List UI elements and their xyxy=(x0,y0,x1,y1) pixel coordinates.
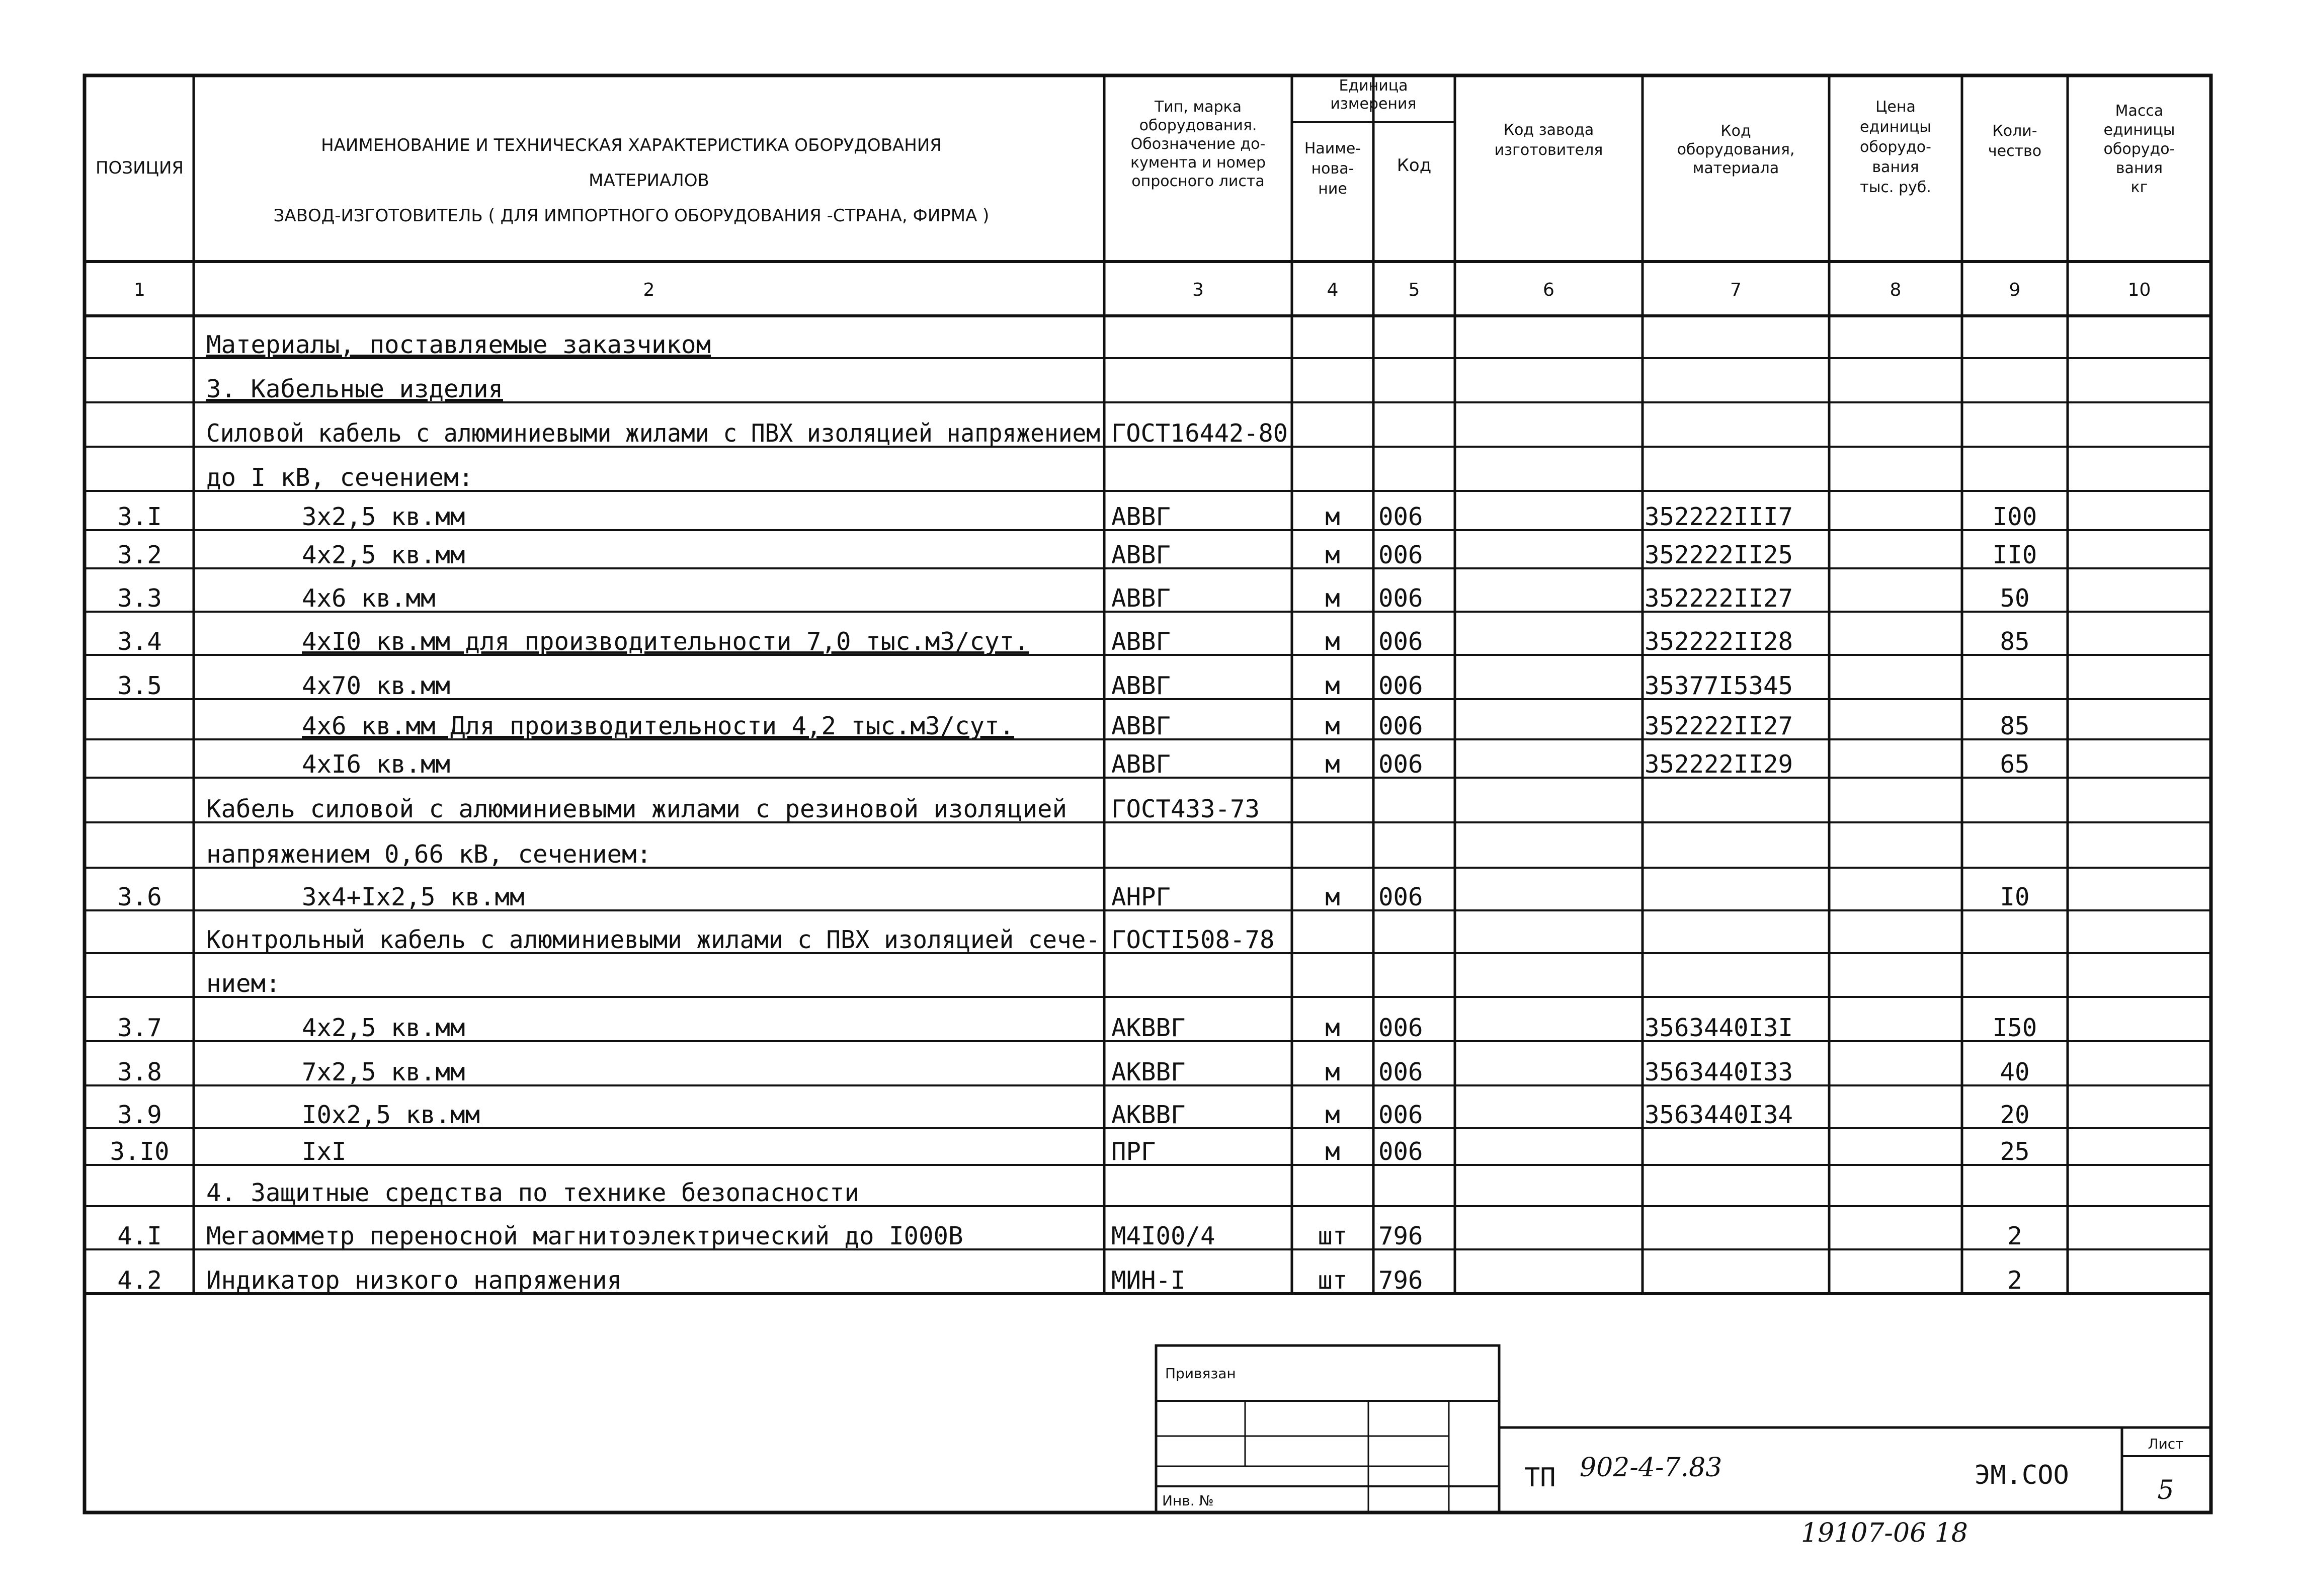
unit-cell: м xyxy=(1325,712,1340,740)
binding-label: Привязан xyxy=(1165,1365,1236,1382)
quantity-cell: 85 xyxy=(2000,712,2030,740)
unit-name-header-line: ние xyxy=(1318,180,1347,198)
tp-label: ТП xyxy=(1524,1463,1556,1493)
type-cell: АКВВГ xyxy=(1111,1058,1186,1086)
type-cell: АВВГ xyxy=(1111,627,1171,656)
position-cell: 3.5 xyxy=(117,671,162,700)
position-cell: 3.3 xyxy=(117,584,162,613)
type-cell: АВВГ xyxy=(1111,750,1171,779)
unit-cell: м xyxy=(1325,1014,1340,1042)
qty-header-line: Коли- xyxy=(1992,122,2037,140)
type-cell: АВВГ xyxy=(1111,502,1171,531)
unit-code-cell: 006 xyxy=(1378,584,1423,613)
column-number: 1 xyxy=(134,280,145,300)
type-header-line: опросного листа xyxy=(1131,173,1265,190)
document-number: 902-4-7.83 xyxy=(1580,1453,1722,1483)
unit-name-header-line: нова- xyxy=(1311,160,1354,178)
quantity-cell: 20 xyxy=(2000,1101,2030,1129)
column-number: 10 xyxy=(2127,280,2151,300)
column-number: 3 xyxy=(1192,280,1204,300)
quantity-cell: 50 xyxy=(2000,584,2030,613)
mass-header-line: кг xyxy=(2130,179,2148,196)
name-cell: Контрольный кабель с алюминиевыми жилами с ПВХ изоляцией сече- xyxy=(206,926,1100,954)
table-row xyxy=(117,671,1793,700)
unit-code-cell: 006 xyxy=(1378,671,1423,700)
column-number: 9 xyxy=(2009,280,2021,300)
table-row xyxy=(206,375,503,403)
unit-code-cell: 006 xyxy=(1378,541,1423,569)
table-row xyxy=(117,1266,2022,1295)
column-number-row xyxy=(134,280,2151,300)
table-row xyxy=(206,969,281,998)
unit-code-cell: 006 xyxy=(1378,750,1423,779)
name-header-line: ЗАВОД-ИЗГОТОВИТЕЛЬ ( ДЛЯ ИМПОРТНОГО ОБОРУДОВАНИЯ -СТРАНА, ФИРМА ) xyxy=(273,206,990,226)
table-row xyxy=(117,1101,2029,1129)
maker-header-line: Код завода xyxy=(1503,121,1594,139)
price-header-line: тыс. руб. xyxy=(1860,179,1931,196)
mass-header-line: оборудо- xyxy=(2103,140,2175,158)
name-cell: 4х70 кв.мм xyxy=(302,671,451,700)
table-row xyxy=(117,1222,2022,1250)
type-cell: М4I00/4 xyxy=(1111,1222,1215,1250)
unit-cell: м xyxy=(1325,750,1340,779)
column-number: 2 xyxy=(643,280,655,300)
material-code-cell: 3563440I34 xyxy=(1645,1101,1793,1129)
table-row xyxy=(117,627,2029,656)
unit-code-cell: 006 xyxy=(1378,1101,1423,1129)
sheet-number: 5 xyxy=(2157,1475,2174,1505)
table-header xyxy=(96,77,2175,226)
material-code-cell: 352222II25 xyxy=(1645,541,1793,569)
price-header-line: Цена xyxy=(1875,98,1916,116)
table-row xyxy=(117,1058,2029,1086)
unit-code-cell: 796 xyxy=(1378,1266,1423,1295)
material-code-cell: 3563440I33 xyxy=(1645,1058,1793,1086)
unit-code-cell: 006 xyxy=(1378,1137,1423,1166)
title-block xyxy=(1156,1346,2211,1548)
inventory-label: Инв. № xyxy=(1162,1492,1214,1509)
table-row xyxy=(206,330,711,359)
unit-cell: м xyxy=(1325,1058,1340,1086)
mass-header-line: вания xyxy=(2115,159,2163,177)
quantity-cell: I00 xyxy=(1992,502,2037,531)
name-cell: 4. Защитные средства по технике безопасности xyxy=(206,1179,860,1207)
type-header-line: Тип, марка xyxy=(1154,98,1242,116)
unit-name-header-line: Наиме- xyxy=(1304,140,1361,157)
pos-header: ПОЗИЦИЯ xyxy=(95,158,184,178)
maker-header-line: изготовителя xyxy=(1494,141,1603,159)
name-cell: нием: xyxy=(206,969,281,998)
name-cell: IхI xyxy=(302,1137,347,1166)
position-cell: 3.8 xyxy=(117,1058,162,1086)
position-cell: 3.2 xyxy=(117,541,162,569)
document-code: ЭМ.СОО xyxy=(1975,1460,2069,1490)
price-header-line: единицы xyxy=(1860,118,1931,136)
unit-cell: м xyxy=(1325,541,1340,569)
unit-cell: м xyxy=(1325,502,1340,531)
material-code-cell: 352222II28 xyxy=(1645,627,1793,656)
table-row xyxy=(206,463,473,492)
name-cell: 4х6 кв.мм Для производительности 4,2 тыс.м3/сут. xyxy=(302,712,1015,740)
table-row xyxy=(302,750,2030,779)
material-code-cell: 352222II27 xyxy=(1645,584,1793,613)
table-row xyxy=(110,1137,2029,1166)
type-cell: АВВГ xyxy=(1111,541,1171,569)
material-code-cell: 3563440I3I xyxy=(1645,1014,1793,1042)
type-header-line: Обозначение до- xyxy=(1130,135,1266,153)
table-row xyxy=(117,541,2037,569)
table-row xyxy=(117,1014,2037,1042)
table-row xyxy=(117,584,2029,613)
code-header-line: материала xyxy=(1692,159,1779,177)
name-cell: Силовой кабель с алюминиевыми жилами с ПВХ изоляцией напряжением xyxy=(206,419,1100,448)
price-header-line: оборудо- xyxy=(1860,138,1931,156)
name-cell: 3х4+Iх2,5 кв.мм xyxy=(302,883,525,911)
unit-code-cell: 006 xyxy=(1378,1014,1423,1042)
position-cell: 3.6 xyxy=(117,883,162,911)
position-cell: 3.7 xyxy=(117,1014,162,1042)
name-cell: 4хI6 кв.мм xyxy=(302,750,451,779)
quantity-cell: I0 xyxy=(2000,883,2030,911)
unit-cell: шт xyxy=(1318,1266,1348,1295)
name-header-line: НАИМЕНОВАНИЕ И ТЕХНИЧЕСКАЯ ХАРАКТЕРИСТИКА ОБОРУДОВАНИЯ xyxy=(321,135,942,155)
table-row xyxy=(302,712,2030,740)
type-header-line: кумента и номер xyxy=(1130,154,1266,172)
sheet-label: Лист xyxy=(2148,1436,2184,1452)
table-row xyxy=(117,502,2037,531)
table-body xyxy=(110,330,2037,1295)
name-cell: Индикатор низкого напряжения xyxy=(206,1266,622,1295)
name-cell: 4хI0 кв.мм для производительности 7,0 тыс.м3/сут. xyxy=(302,627,1029,656)
name-cell: 3. Кабельные изделия xyxy=(206,375,504,403)
quantity-cell: 40 xyxy=(2000,1058,2030,1086)
name-cell: напряжением 0,66 кВ, сечением: xyxy=(206,840,652,869)
name-cell: Кабель силовой с алюминиевыми жилами с резиновой изоляцией xyxy=(206,795,1068,823)
column-number: 7 xyxy=(1730,280,1742,300)
type-cell: АНРГ xyxy=(1111,883,1171,911)
unit-cell: м xyxy=(1325,584,1340,613)
name-cell: I0х2,5 кв.мм xyxy=(302,1101,480,1129)
name-cell: 4х6 кв.мм xyxy=(302,584,436,613)
name-cell: 4х2,5 кв.мм xyxy=(302,541,465,569)
table-row xyxy=(206,840,651,869)
price-header-line: вания xyxy=(1872,158,1919,176)
name-cell: Мегаомметр переносной магнитоэлектрический до I000В xyxy=(206,1222,963,1250)
unit-code-cell: 006 xyxy=(1378,1058,1423,1086)
quantity-cell: 2 xyxy=(2007,1222,2022,1250)
name-cell: Материалы, поставляемые заказчиком xyxy=(206,330,711,359)
quantity-cell: 25 xyxy=(2000,1137,2030,1166)
unit-code-cell: 006 xyxy=(1378,712,1423,740)
mass-header-line: Масса xyxy=(2115,102,2164,120)
name-cell: 7х2,5 кв.мм xyxy=(302,1058,465,1086)
quantity-cell: I50 xyxy=(1992,1014,2037,1042)
qty-header-line: чество xyxy=(1988,142,2042,160)
type-cell: МИН-I xyxy=(1111,1266,1186,1295)
position-cell: 3.9 xyxy=(117,1101,162,1129)
unit-header-line: Единица xyxy=(1339,77,1408,95)
position-cell: 3.I xyxy=(117,502,162,531)
position-cell: 4.I xyxy=(117,1222,162,1250)
type-cell: АВВГ xyxy=(1111,712,1171,740)
table-row xyxy=(206,926,1275,954)
unit-cell: шт xyxy=(1318,1222,1348,1250)
unit-code-cell: 006 xyxy=(1378,883,1423,911)
unit-cell: м xyxy=(1325,627,1340,656)
archive-number: 19107-06 18 xyxy=(1801,1518,1968,1548)
unit-code-cell: 006 xyxy=(1378,627,1423,656)
quantity-cell: 2 xyxy=(2007,1266,2022,1295)
material-code-cell: 352222III7 xyxy=(1645,502,1793,531)
code-header-line: оборудования, xyxy=(1677,141,1795,158)
unit-code-header: Код xyxy=(1397,155,1432,176)
type-cell: ГОСТI508-78 xyxy=(1111,926,1275,954)
type-cell: ПРГ xyxy=(1111,1137,1156,1166)
position-cell: 3.I0 xyxy=(110,1137,170,1166)
quantity-cell: II0 xyxy=(1992,541,2037,569)
type-cell: АВВГ xyxy=(1111,584,1171,613)
table-row xyxy=(206,419,1288,448)
type-header-line: оборудования. xyxy=(1139,117,1257,134)
name-cell: 4х2,5 кв.мм xyxy=(302,1014,465,1042)
table-row xyxy=(206,795,1260,823)
name-cell: 3х2,5 кв.мм xyxy=(302,502,465,531)
unit-cell: м xyxy=(1325,671,1340,700)
unit-code-cell: 006 xyxy=(1378,502,1423,531)
unit-cell: м xyxy=(1325,883,1340,911)
quantity-cell: 65 xyxy=(2000,750,2030,779)
column-number: 8 xyxy=(1890,280,1902,300)
material-code-cell: 35377I5345 xyxy=(1645,671,1793,700)
material-code-cell: 352222II29 xyxy=(1645,750,1793,779)
type-cell: ГОСТ16442-80 xyxy=(1111,419,1288,448)
column-number: 6 xyxy=(1543,280,1554,300)
position-cell: 4.2 xyxy=(117,1266,162,1295)
column-number: 5 xyxy=(1408,280,1420,300)
column-number: 4 xyxy=(1327,280,1339,300)
position-cell: 3.4 xyxy=(117,627,162,656)
table-row xyxy=(117,883,2029,911)
quantity-cell: 85 xyxy=(2000,627,2030,656)
type-cell: АКВВГ xyxy=(1111,1014,1186,1042)
type-cell: АВВГ xyxy=(1111,671,1171,700)
name-header-line: МАТЕРИАЛОВ xyxy=(589,171,709,191)
unit-cell: м xyxy=(1325,1137,1340,1166)
name-cell: до I кВ, сечением: xyxy=(206,463,474,492)
unit-header-line: измерения xyxy=(1330,95,1417,113)
material-code-cell: 352222II27 xyxy=(1645,712,1793,740)
unit-cell: м xyxy=(1325,1101,1340,1129)
type-cell: АКВВГ xyxy=(1111,1101,1186,1129)
code-header-line: Код xyxy=(1720,122,1751,140)
unit-code-cell: 796 xyxy=(1378,1222,1423,1250)
type-cell: ГОСТ433-73 xyxy=(1111,795,1260,823)
mass-header-line: единицы xyxy=(2103,121,2175,139)
table-row xyxy=(206,1179,859,1207)
